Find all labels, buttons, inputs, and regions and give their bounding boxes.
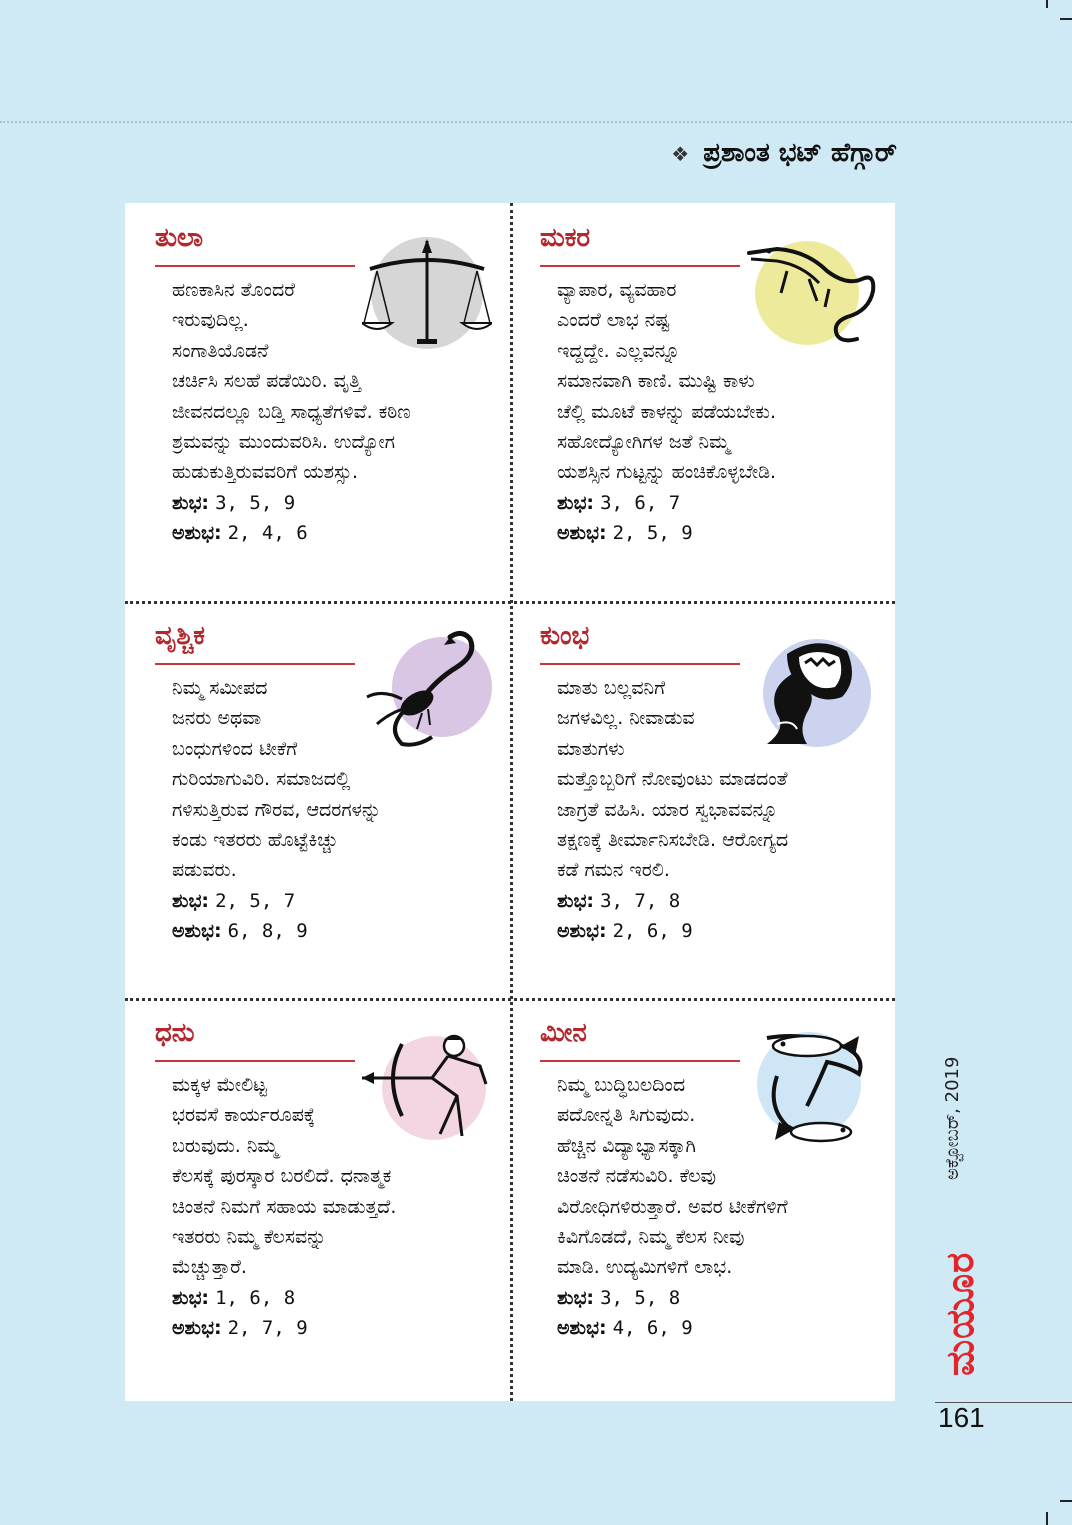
sign-description xyxy=(172,673,490,947)
crop-mark xyxy=(1046,1512,1048,1525)
sign-card-sagittarius xyxy=(125,998,510,1396)
description-line: ಪಡುವರು. xyxy=(172,859,237,882)
description-line: ಕೆಲಸಕ್ಕೆ ಪುರಸ್ಕಾರ ಬರಲಿದೆ. ಧನಾತ್ಮಕ xyxy=(172,1165,392,1188)
description-line: ಜನರು ಅಥವಾ xyxy=(172,707,262,730)
description-line: ಜಗಳವಿಲ್ಲ. ನೀವಾಡುವ xyxy=(557,707,695,730)
description-line: ಯಶಸ್ಸಿನ ಗುಟ್ಟನ್ನು ಹಂಚಿಕೊಳ್ಳಬೇಡಿ. xyxy=(557,461,777,484)
description-line: ಬರುವುದು. ನಿಮ್ಮ xyxy=(172,1134,279,1157)
sign-card-scorpio xyxy=(125,601,510,999)
unlucky-values: 2, 6, 9 xyxy=(612,920,693,943)
description-line: ಮಕ್ಕಳ ಮೇಲಿಟ್ಟ xyxy=(172,1074,267,1096)
description-line: ಭರವಸೆ ಕಾರ್ಯರೂಪಕ್ಕೆ xyxy=(172,1104,316,1127)
description-line: ಇರುವುದಿಲ್ಲ. xyxy=(172,309,249,332)
description-line: ಚಿಂತನೆ ನಿಮಗೆ ಸಹಾಯ ಮಾಡುತ್ತದೆ. xyxy=(172,1195,397,1218)
sign-card-capricorn xyxy=(510,203,895,601)
description-line: ಮಾಡಿ. ಉದ್ಯಮಿಗಳಿಗೆ ಲಾಭ. xyxy=(557,1256,733,1279)
unlucky-numbers xyxy=(557,1313,875,1343)
description-line: ಮಾತುಗಳು xyxy=(557,737,625,760)
lucky-label: ಶುಭ: xyxy=(172,889,210,912)
unlucky-label: ಅಶುಭ: xyxy=(557,522,607,545)
crop-mark xyxy=(1060,18,1072,20)
title-underline xyxy=(155,663,355,665)
lucky-label: ಶುಭ: xyxy=(172,491,210,514)
author-byline xyxy=(671,138,897,169)
lucky-values: 3, 5, 9 xyxy=(215,491,296,514)
sign-title: ವೃಶ್ಚಿಕ xyxy=(155,621,205,651)
unlucky-values: 6, 8, 9 xyxy=(227,920,308,943)
title-underline xyxy=(540,265,740,267)
lucky-label: ಶುಭ: xyxy=(557,889,595,912)
lucky-numbers xyxy=(557,1283,875,1313)
description-line: ಕಡೆ ಗಮನ ಇರಲಿ. xyxy=(557,859,670,882)
description-line: ಇತರರು ನಿಮ್ಮ ಕೆಲಸವನ್ನು xyxy=(172,1226,327,1249)
description-line: ಇದ್ದದ್ದೇ. ಎಲ್ಲವನ್ನೂ xyxy=(557,339,680,362)
unlucky-values: 2, 5, 9 xyxy=(612,522,693,545)
lucky-label: ಶುಭ: xyxy=(172,1286,210,1309)
description-line: ಮಾತು ಬಲ್ಲವನಿಗೆ xyxy=(557,677,666,699)
title-underline xyxy=(540,663,740,665)
title-underline xyxy=(155,265,355,267)
lucky-values: 3, 6, 7 xyxy=(600,491,681,514)
description-line: ಬಂಧುಗಳಿಂದ ಟೀಕೆಗೆ xyxy=(172,737,298,760)
unlucky-numbers xyxy=(557,518,875,548)
description-line: ಚರ್ಚಿಸಿ ಸಲಹೆ ಪಡೆಯಿರಿ. ವೃತ್ತಿ xyxy=(172,370,361,393)
sign-description xyxy=(557,1070,875,1344)
description-line: ಶ್ರಮವನ್ನು ಮುಂದುವರಿಸಿ. ಉದ್ಯೋಗ xyxy=(172,431,396,454)
diamond-icon: ❖ xyxy=(671,141,690,166)
description-line: ಎಂದರೆ ಲಾಭ ನಷ್ಟ xyxy=(557,309,670,332)
lucky-label: ಶುಭ: xyxy=(557,1286,595,1309)
sign-card-pisces xyxy=(510,998,895,1396)
description-line: ಜೀವನದಲ್ಲೂ ಬಡ್ತಿ ಸಾಧ್ಯತೆಗಳಿವೆ. ಕಠಿಣ xyxy=(172,400,411,423)
lucky-values: 1, 6, 8 xyxy=(215,1286,296,1309)
unlucky-numbers xyxy=(557,916,875,946)
description-line: ಸಂಗಾತಿಯೊಡನೆ xyxy=(172,339,269,362)
horoscope-panel xyxy=(125,203,895,1401)
description-line: ವ್ಯಾಪಾರ, ವ್ಯವಹಾರ xyxy=(557,279,677,301)
description-line: ಮೆಚ್ಚುತ್ತಾರೆ. xyxy=(172,1256,247,1279)
description-line: ಹಣಕಾಸಿನ ತೊಂದರೆ xyxy=(172,279,296,301)
unlucky-numbers xyxy=(172,1313,490,1343)
author-name: ಪ್ರಶಾಂತ ಭಟ್ ಹೆಗ್ಗಾರ್ xyxy=(703,138,897,168)
lucky-numbers xyxy=(172,488,490,518)
unlucky-label: ಅಶುಭ: xyxy=(557,920,607,943)
sign-title: ಮಕರ xyxy=(540,223,591,253)
description-line: ಹುಡುಕುತ್ತಿರುವವರಿಗೆ ಯಶಸ್ಸು. xyxy=(172,461,358,484)
description-line: ಪದೋನ್ನತಿ ಸಿಗುವುದು. xyxy=(557,1104,696,1127)
sign-title: ಧನು xyxy=(155,1018,195,1048)
crop-mark xyxy=(1046,0,1048,8)
crop-mark xyxy=(1060,1500,1072,1502)
unlucky-label: ಅಶುಭ: xyxy=(172,920,222,943)
lucky-numbers xyxy=(557,488,875,518)
description-line: ಚೆಲ್ಲಿ ಮೂಟೆ ಕಾಳನ್ನು ಪಡೆಯಬೇಕು. xyxy=(557,400,776,423)
lucky-label: ಶುಭ: xyxy=(557,491,595,514)
description-line: ಗಳಿಸುತ್ತಿರುವ ಗೌರವ, ಆದರಗಳನ್ನು xyxy=(172,798,382,821)
page-number: 161 xyxy=(938,1402,985,1433)
lucky-values: 3, 7, 8 xyxy=(600,889,681,912)
lucky-values: 3, 5, 8 xyxy=(600,1286,681,1309)
description-line: ಸಹೋದ್ಯೋಗಿಗಳ ಜತೆ ನಿಮ್ಮ xyxy=(557,431,730,454)
description-line: ನಿಮ್ಮ ಸಮೀಪದ xyxy=(172,677,268,699)
sign-title: ಕುಂಭ xyxy=(540,621,590,651)
description-line: ಸಮಾನವಾಗಿ ಕಾಣಿ. ಮುಷ್ಟಿ ಕಾಳು xyxy=(557,370,755,393)
unlucky-values: 2, 4, 6 xyxy=(227,522,308,545)
description-line: ಹೆಚ್ಚಿನ ವಿದ್ಯಾಭ್ಯಾಸಕ್ಕಾಗಿ xyxy=(557,1134,696,1157)
description-line: ಮತ್ತೊಬ್ಬರಿಗೆ ನೋವುಂಟು ಮಾಡದಂತೆ xyxy=(557,768,788,791)
unlucky-label: ಅಶುಭ: xyxy=(172,1317,222,1340)
magazine-logo: ಮಯೂರ xyxy=(938,1251,982,1376)
sign-title: ತುಲಾ xyxy=(155,223,204,253)
description-line: ಗುರಿಯಾಗುವಿರಿ. ಸಮಾಜದಲ್ಲಿ xyxy=(172,768,351,791)
lucky-numbers xyxy=(172,886,490,916)
top-dotted-rule xyxy=(0,121,1072,123)
unlucky-values: 4, 6, 9 xyxy=(612,1317,693,1340)
sign-description xyxy=(172,1070,490,1344)
lucky-values: 2, 5, 7 xyxy=(215,889,296,912)
sign-title: ಮೀನ xyxy=(540,1018,587,1048)
unlucky-numbers xyxy=(172,916,490,946)
sign-card-aquarius xyxy=(510,601,895,999)
description-line: ಕಂಡು ಇತರರು ಹೊಟ್ಟೆಕಿಚ್ಚು xyxy=(172,829,339,852)
unlucky-label: ಅಶುಭ: xyxy=(557,1317,607,1340)
description-line: ನಿಮ್ಮ ಬುದ್ಧಿಬಲದಿಂದ xyxy=(557,1074,686,1096)
lucky-numbers xyxy=(557,886,875,916)
title-underline xyxy=(540,1060,740,1062)
title-underline xyxy=(155,1060,355,1062)
sign-description xyxy=(557,673,875,947)
description-line: ಜಾಗ್ರತೆ ವಹಿಸಿ. ಯಾರ ಸ್ವಭಾವವನ್ನೂ xyxy=(557,798,778,821)
sign-description xyxy=(557,275,875,549)
unlucky-values: 2, 7, 9 xyxy=(227,1317,308,1340)
description-line: ಚಿಂತನೆ ನಡೆಸುವಿರಿ. ಕೆಲವು xyxy=(557,1165,717,1188)
sign-card-libra xyxy=(125,203,510,601)
issue-date: ಅಕ್ಟೋಬರ್, 2019 xyxy=(942,1056,963,1180)
sign-description xyxy=(172,275,490,549)
lucky-numbers xyxy=(172,1283,490,1313)
description-line: ವಿರೋಧಿಗಳಿರುತ್ತಾರೆ. ಅವರ ಟೀಕೆಗಳಿಗೆ xyxy=(557,1195,788,1218)
description-line: ತಕ್ಷಣಕ್ಕೆ ತೀರ್ಮಾನಿಸಬೇಡಿ. ಆರೋಗ್ಯದ xyxy=(557,829,789,852)
unlucky-label: ಅಶುಭ: xyxy=(172,522,222,545)
unlucky-numbers xyxy=(172,518,490,548)
description-line: ಕಿವಿಗೊಡದೆ, ನಿಮ್ಮ ಕೆಲಸ ನೀವು xyxy=(557,1226,745,1249)
